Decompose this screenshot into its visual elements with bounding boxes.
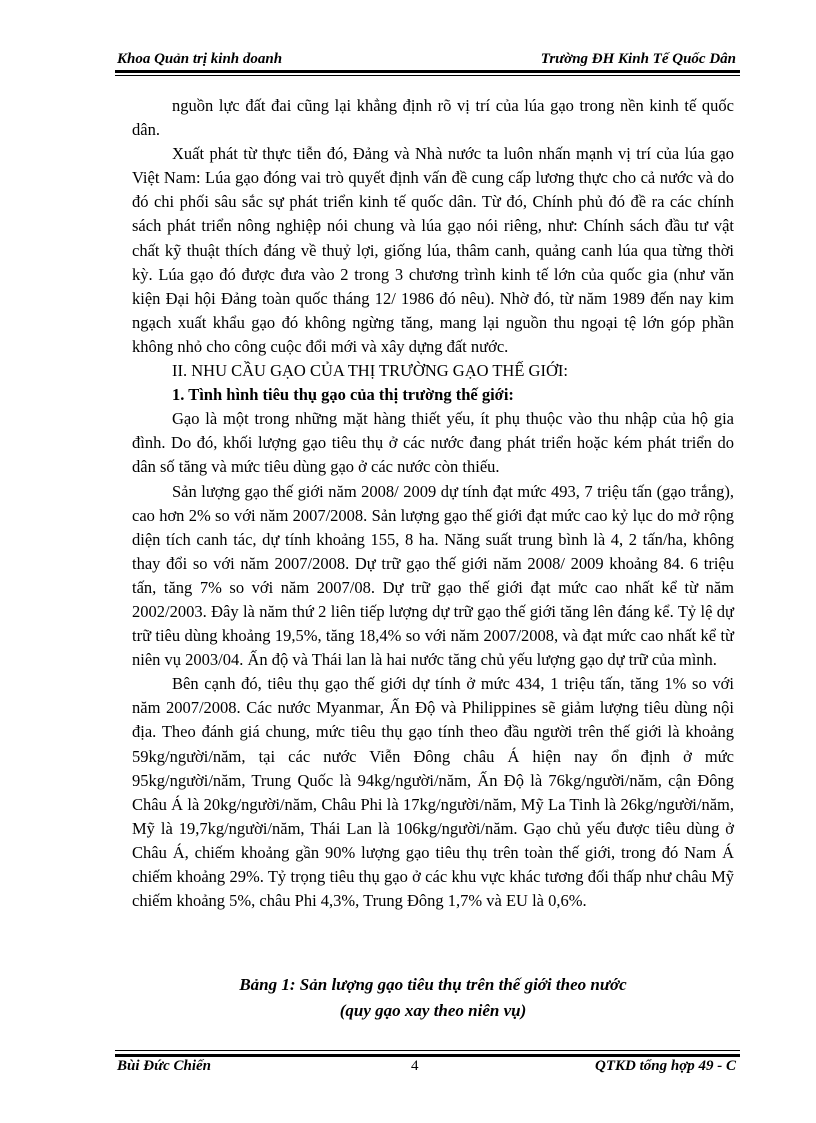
footer-class: QTKD tổng hợp 49 - C [595,1058,736,1074]
footer-author: Bùi Đức Chiến [117,1058,212,1074]
header-university: Trường ĐH Kinh Tế Quốc Dân [540,51,736,67]
paragraph-2: Xuất phát từ thực tiễn đó, Đảng và Nhà nước ta luôn nhấn mạnh vị trí của lúa gạo Việt Nam: Lúa gạo đóng vai trò quyết định vấn đề cung cấp lương thực cho cả nước và do đó chi phối sâu sắc sự phát triển kinh tế quốc dân. Từ đó, Chính phủ đó đề ra các chính sách phát triển nông nghiệp nói chung và lúa gạo nói riêng, như: Chính sách đầu tư vật chất kỹ thuật thích đáng về thuỷ lợi, giống lúa, thâm canh, quảng canh lúa qua từng thời kỳ. Lúa gạo đó được đưa vào 2 trong 3 chương trình kinh tế lớn của quốc gia (như văn kiện Đại hội Đảng toàn quốc tháng 12/ 1986 đó nêu). Nhờ đó, từ năm 1989 đến nay kim ngạch xuất khẩu gạo đó không ngừng tăng, mang lại nguồn thu ngoại tệ lớn góp phần không nhỏ cho công cuộc đổi mới và xây dựng đất nước. [132,144,734,356]
document-body [132,94,734,913]
header-rule-thick [115,70,740,73]
paragraph-4: Sản lượng gạo thế giới năm 2008/ 2009 dự tính đạt mức 493, 7 triệu tấn (gạo trắng), cao hơn 2% so với năm 2007/2008. Sản lượng gạo thế giới đạt mức cao kỷ lục do mở rộng diện tích canh tác, dự tính khoảng 155, 8 ha. Năng suất trung bình là 4, 2 tấn/ha, không thay đổi so với năm 2007/2008. Dự trữ gạo thế giới năm 2008/ 2009 khoảng 84. 6 triệu tấn, tăng 7% so với năm 2007/08. Dự trữ gạo thế giới đạt mức cao nhất kể từ năm 2002/2003. Đây là năm thứ 2 liên tiếp lượng dự trữ gạo thế giới tăng lên đáng kể. Tỷ lệ dự trữ tiêu dùng khoảng 19,5%, tăng 18,4% so với năm 2007/2008, và đạt mức cao nhất kể từ niên vụ 2003/04. Ấn độ và Thái lan là hai nước tăng chủ yếu lượng gạo dự trữ của mình. [132,481,734,670]
header-faculty: Khoa Quản trị kinh doanh [117,51,283,67]
table-caption [132,972,734,1024]
paragraph-5: Bên cạnh đó, tiêu thụ gạo thế giới dự tính ở mức 434, 1 triệu tấn, tăng 1% so với năm 2007/2008. Các nước Myanmar, Ấn Độ và Philippines sẽ giảm lượng tiêu dùng nội địa. Theo đánh giá chung, mức tiêu thụ gạo tính theo đầu người trên thế giới là khoảng 59kg/người/năm, tại các nước Viễn Đông châu Á hiện nay ổn định ở mức 95kg/người/năm, Trung Quốc là 94kg/người/năm, Ấn Độ là 76kg/người/năm, cận Đông Châu Á là 20kg/người/năm, Châu Phi là 17kg/người/năm, Mỹ La Tinh là 26kg/người/năm, Mỹ là 19,7kg/người/năm, Thái Lan là 106kg/người/năm. Gạo chủ yếu được tiêu dùng ở Châu Á, chiếm khoảng gần 90% lượng gạo tiêu thụ trên toàn thế giới, trong đó Nam Á chiếm khoảng 29%. Tỷ trọng tiêu thụ gạo ở các khu vực khác tương đối thấp như châu Mỹ chiếm khoảng 5%, châu Phi 4,3%, Trung Đông 1,7% và EU là 0,6%. [132,674,734,911]
paragraph-1: nguồn lực đất đai cũng lại khẳng định rõ vị trí của lúa gạo trong nền kinh tế quốc dân. [132,96,734,140]
table-caption-title: Bảng 1: Sản lượng gạo tiêu thụ trên thế giới theo nước [239,975,627,994]
page-header [115,48,740,72]
paragraph-3: Gạo là một trong những mặt hàng thiết yếu, ít phụ thuộc vào thu nhập của hộ gia đình. Do đó, khối lượng gạo tiêu thụ ở các nước đang phát triển hoặc kém phát triển do dân số tăng và mức tiêu dùng gạo ở các nước còn thiếu. [132,409,734,477]
subsection-heading: 1. Tình hình tiêu thụ gạo của thị trường thế giới: [172,385,514,405]
page-footer [115,1057,740,1081]
page-number: 4 [411,1058,419,1074]
section-heading: II. NHU CẦU GẠO CỦA THỊ TRƯỜNG GẠO THẾ GIỚI: [172,361,568,381]
footer-rule-thin [115,1050,740,1051]
table-caption-subtitle: (quy gạo xay theo niên vụ) [339,1001,527,1020]
header-rule-thin [115,75,740,76]
